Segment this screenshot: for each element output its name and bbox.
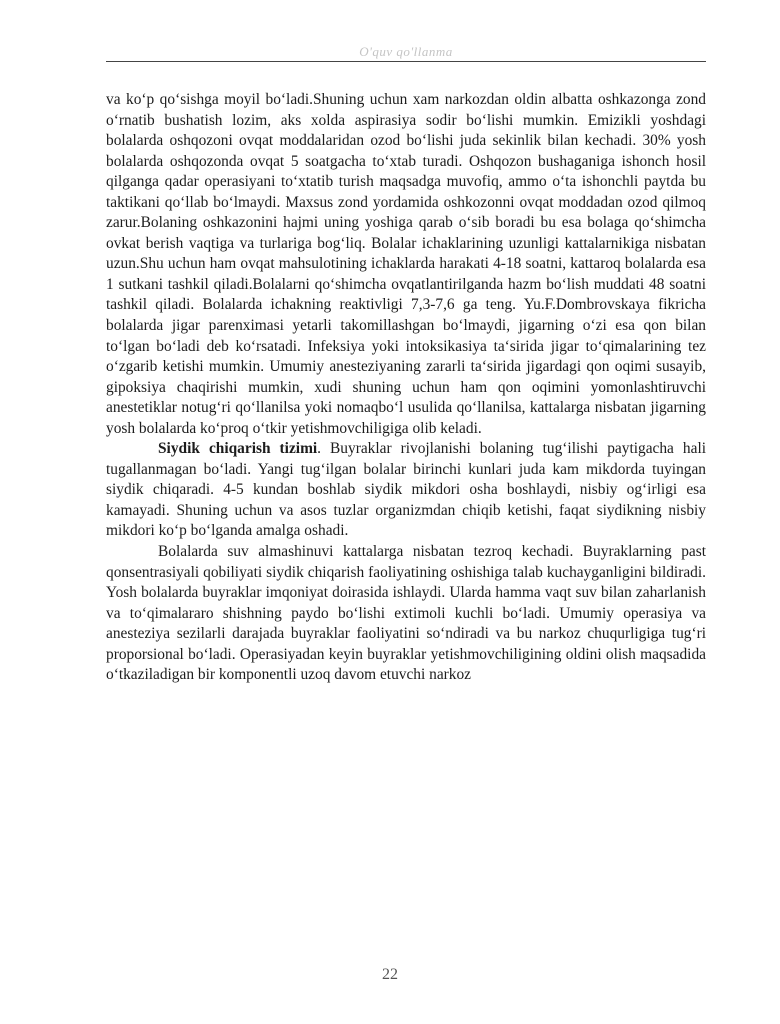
- body-text: [106, 90, 706, 686]
- header-rule: [106, 61, 706, 62]
- paragraph-1: [106, 90, 706, 439]
- page-number: 22: [382, 966, 398, 983]
- paragraph-2-text: . Buyraklar rivojlanishi bolaning tug‘ilishi paytigacha hali tugallanmagan bo‘ladi. Yangi tug‘ilgan bolalar birinchi kunlari juda kam mikdorda tuyingan siydik chiqaradi. 4-5 kundan boshlab siydik mikdori osha boshlaydi, nisbiy og‘irligi esa kamayadi. Shuning uchun va asos tuzlar organizmdan chiqib ketishi, faqat siydikning nisbiy mikdori ko‘p bo‘lganda amalga oshadi.: [106, 440, 706, 540]
- paragraph-1-text: va ko‘p qo‘sishga moyil bo‘ladi.Shuning uchun xam narkozdan oldin albatta oshkazonga zond o‘rnatib bushatish lozim, aks xolda aspirasiya sodir bo‘lishi mumkin. Emizikli yoshdagi bolalarda oshqozoni ovqat moddalaridan ozod bo‘lishi juda sekinlik bilan kechadi. 30% yosh bolalarda oshqozonda ovqat 5 soatgacha to‘xtab turadi. Oshqozon bushaganiga ishonch hosil qilganga qadar operasiyani to‘xtatib turish maqsadga muvofiq, ammo o‘ta ishonchli paytda bu taktikani qo‘llab bo‘lmaydi. Maxsus zond yordamida oshkozonni ovqat moddadan ozod qilmoq zarur.Bolaning oshkazonini hajmi uning yoshiga qarab o‘sib boradi bu esa bolaga qo‘shimcha ovkat berish vaqtiga va turlariga bog‘liq. Bolalar ichaklarining uzunligi kattalarnikiga nisbatan uzun.Shu uchun ham ovqat mahsulotining ichaklarda harakati 4-18 soatni, kattaroq bolalarda esa 1 sutkani tashkil qiladi.Bolalarni qo‘shimcha ovqatlantirilganda hazm bo‘lish muddati 48 soatni tashkil qiladi. Bolalarda ichakning reaktivligi 7,3-7,6 ga teng. Yu.F.Dombrovskaya fikricha bolalarda jigar parenximasi yetarli takomillashgan bo‘lmaydi, jigarning o‘zi esa qon bilan to‘lgan bo‘ladi deb ko‘rsatadi. Infeksiya yoki intoksikasiya ta‘sirida jigar to‘qimalarining tez o‘zgarib ketishi mumkin. Umumiy anesteziyaning zararli ta‘sirida jigardagi qon oqimi susayib, gipoksiya chaqirishi mumkin, xudi shuning uchun ham qon oqimini yomonlashtiruvchi anestetiklar notug‘ri qo‘llanilsa yoki nomaqbo‘l usulida qo‘llanilsa, kattalarga nisbatan jigarning yosh bolalarda ko‘proq o‘tkir yetishmovchiligiga olib keladi.: [106, 91, 706, 437]
- paragraph-3: [106, 542, 706, 686]
- running-header: [106, 44, 706, 66]
- header-title: O'quv qo'llanma: [359, 44, 453, 59]
- section-heading-urinary-system: Siydik chiqarish tizimi: [158, 440, 318, 458]
- paragraph-3-text: Bolalarda suv almashinuvi kattalarga nisbatan tezroq kechadi. Buyraklarning past qonsentrasiyali qobiliyati siydik chiqarish faoliyatining oshishiga talab kuchayganligini bildiradi. Yosh bolalarda buyraklar imqoniyat doirasida ishlaydi. Ularda hamma vaqt suv bilan zaharlanish va to‘qimalararo shishning paydo bo‘lishi extimoli kuchli bo‘ladi. Umumiy operasiya va anesteziya sezilarli darajada buyraklar faoliyatini so‘ndiradi va bu narkoz chuqurligiga tug‘ri proporsional bo‘ladi. Operasiyadan keyin buyraklar yetishmovchiligining oldini olish maqsadida o‘tkaziladigan bir komponentli uzoq davom etuvchi narkoz: [106, 543, 706, 684]
- paragraph-2: [106, 439, 706, 542]
